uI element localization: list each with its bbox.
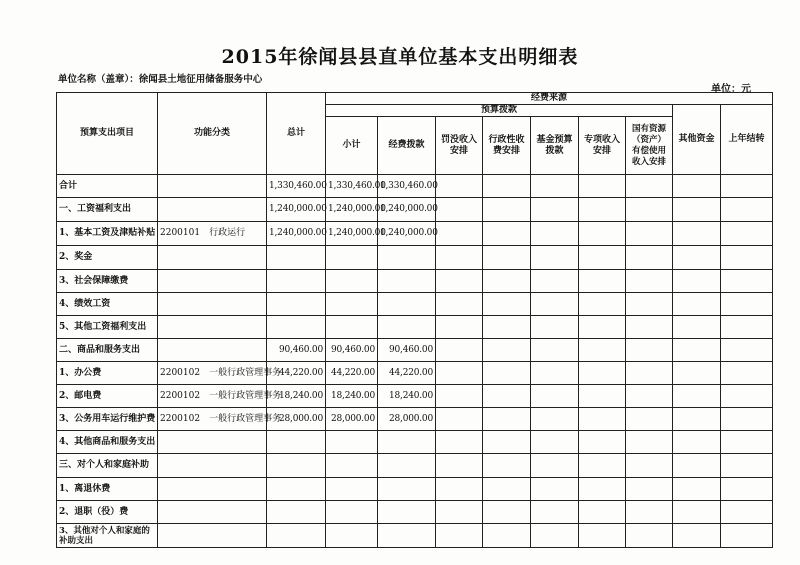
empty-cell	[531, 408, 579, 431]
row-subtotal	[326, 293, 378, 316]
row-function-class	[158, 501, 267, 524]
header-other-funds: 其他资金	[673, 105, 721, 175]
empty-cell	[626, 175, 673, 198]
table-header	[57, 93, 773, 175]
row-operating-allocation	[378, 293, 436, 316]
empty-cell	[579, 524, 626, 548]
empty-cell	[626, 293, 673, 316]
empty-cell	[673, 454, 721, 478]
empty-cell	[626, 408, 673, 431]
empty-cell	[673, 246, 721, 270]
row-total: 1,330,460.00	[267, 175, 326, 198]
table-body	[57, 175, 773, 548]
empty-cell	[483, 293, 531, 316]
row-subtotal: 28,000.00	[326, 408, 378, 431]
row-subtotal	[326, 524, 378, 548]
header-budget-item: 预算支出项目	[57, 93, 158, 175]
empty-cell	[579, 431, 626, 454]
row-operating-allocation: 1,330,460.00	[378, 175, 436, 198]
empty-cell	[579, 270, 626, 293]
empty-cell	[483, 408, 531, 431]
empty-cell	[579, 316, 626, 339]
row-operating-allocation	[378, 454, 436, 478]
empty-cell	[531, 362, 579, 385]
row-function-class: 2200102 一般行政管理事务	[158, 362, 267, 385]
table-row	[57, 198, 773, 222]
empty-cell	[531, 478, 579, 501]
empty-cell	[436, 198, 483, 222]
empty-cell	[721, 478, 773, 501]
empty-cell	[626, 501, 673, 524]
row-subtotal: 1,330,460.00	[326, 175, 378, 198]
empty-cell	[436, 478, 483, 501]
empty-cell	[531, 175, 579, 198]
empty-cell	[721, 293, 773, 316]
empty-cell	[436, 316, 483, 339]
document-title: 2015年徐闻县县直单位基本支出明细表	[221, 46, 579, 68]
empty-cell	[579, 222, 626, 246]
row-function-class	[158, 524, 267, 548]
row-subtotal: 44,220.00	[326, 362, 378, 385]
empty-cell	[721, 454, 773, 478]
empty-cell	[531, 454, 579, 478]
empty-cell	[531, 270, 579, 293]
row-item: 三、对个人和家庭补助	[57, 454, 158, 478]
empty-cell	[483, 385, 531, 408]
row-subtotal	[326, 478, 378, 501]
empty-cell	[531, 431, 579, 454]
row-subtotal	[326, 454, 378, 478]
row-subtotal	[326, 431, 378, 454]
expenditure-table	[56, 92, 773, 548]
empty-cell	[579, 198, 626, 222]
header-special-revenue: 专项收入安排	[579, 117, 626, 175]
row-subtotal: 18,240.00	[326, 385, 378, 408]
row-subtotal	[326, 270, 378, 293]
empty-cell	[436, 385, 483, 408]
row-item: 一、工资福利支出	[57, 198, 158, 222]
row-item: 1、基本工资及津贴补贴	[57, 222, 158, 246]
row-item: 3、公务用车运行维护费	[57, 408, 158, 431]
empty-cell	[436, 270, 483, 293]
empty-cell	[673, 293, 721, 316]
empty-cell	[673, 524, 721, 548]
empty-cell	[483, 454, 531, 478]
unit-name: 单位名称（盖章）：徐闻县土地征用储备服务中心	[58, 74, 263, 85]
row-item: 二、商品和服务支出	[57, 339, 158, 362]
empty-cell	[483, 362, 531, 385]
header-total: 总计	[267, 93, 326, 175]
row-total	[267, 293, 326, 316]
empty-cell	[626, 362, 673, 385]
header-subtotal: 小计	[326, 117, 378, 175]
empty-cell	[531, 222, 579, 246]
empty-cell	[721, 501, 773, 524]
header-budget-allocation: 预算拨款	[326, 105, 673, 117]
empty-cell	[483, 222, 531, 246]
empty-cell	[531, 524, 579, 548]
empty-cell	[579, 293, 626, 316]
row-total	[267, 246, 326, 270]
empty-cell	[531, 385, 579, 408]
empty-cell	[673, 385, 721, 408]
row-subtotal: 90,460.00	[326, 339, 378, 362]
table-row	[57, 454, 773, 478]
row-operating-allocation: 90,460.00	[378, 339, 436, 362]
empty-cell	[721, 316, 773, 339]
row-operating-allocation: 18,240.00	[378, 385, 436, 408]
table-row	[57, 524, 773, 548]
empty-cell	[436, 175, 483, 198]
empty-cell	[436, 454, 483, 478]
empty-cell	[673, 222, 721, 246]
row-item: 1、办公费	[57, 362, 158, 385]
row-item: 5、其他工资福利支出	[57, 316, 158, 339]
empty-cell	[673, 478, 721, 501]
empty-cell	[579, 478, 626, 501]
empty-cell	[483, 339, 531, 362]
empty-cell	[673, 198, 721, 222]
empty-cell	[436, 524, 483, 548]
empty-cell	[626, 316, 673, 339]
row-item: 1、离退休费	[57, 478, 158, 501]
row-operating-allocation: 28,000.00	[378, 408, 436, 431]
empty-cell	[436, 408, 483, 431]
table-row	[57, 431, 773, 454]
row-item: 4、绩效工资	[57, 293, 158, 316]
empty-cell	[436, 501, 483, 524]
header-funding-source: 经费来源	[326, 93, 773, 105]
row-total: 90,460.00	[267, 339, 326, 362]
row-total: 1,240,000.00	[267, 222, 326, 246]
empty-cell	[721, 222, 773, 246]
empty-cell	[436, 293, 483, 316]
row-subtotal: 1,240,000.00	[326, 198, 378, 222]
row-subtotal	[326, 246, 378, 270]
empty-cell	[531, 293, 579, 316]
table-row	[57, 478, 773, 501]
row-item: 4、其他商品和服务支出	[57, 431, 158, 454]
header-function-class: 功能分类	[158, 93, 267, 175]
empty-cell	[626, 270, 673, 293]
row-function-class: 2200101 行政运行	[158, 222, 267, 246]
empty-cell	[673, 316, 721, 339]
empty-cell	[721, 431, 773, 454]
table-row	[57, 408, 773, 431]
empty-cell	[721, 408, 773, 431]
empty-cell	[673, 339, 721, 362]
table-row	[57, 246, 773, 270]
empty-cell	[483, 501, 531, 524]
table-row	[57, 270, 773, 293]
empty-cell	[483, 431, 531, 454]
empty-cell	[579, 339, 626, 362]
empty-cell	[436, 362, 483, 385]
empty-cell	[531, 198, 579, 222]
row-item: 2、退职（役）费	[57, 501, 158, 524]
header-fines-revenue: 罚没收入安排	[436, 117, 483, 175]
empty-cell	[673, 362, 721, 385]
row-item: 2、邮电费	[57, 385, 158, 408]
empty-cell	[436, 246, 483, 270]
row-operating-allocation	[378, 524, 436, 548]
empty-cell	[579, 454, 626, 478]
row-total	[267, 501, 326, 524]
row-function-class	[158, 175, 267, 198]
row-item: 合计	[57, 175, 158, 198]
empty-cell	[626, 198, 673, 222]
row-operating-allocation	[378, 246, 436, 270]
empty-cell	[483, 198, 531, 222]
empty-cell	[721, 246, 773, 270]
row-function-class: 2200102 一般行政管理事务	[158, 385, 267, 408]
table-row	[57, 339, 773, 362]
empty-cell	[483, 175, 531, 198]
empty-cell	[673, 175, 721, 198]
empty-cell	[626, 385, 673, 408]
row-operating-allocation: 1,240,000.00	[378, 222, 436, 246]
table-row	[57, 385, 773, 408]
empty-cell	[721, 385, 773, 408]
header-operating-allocation: 经费拨款	[378, 117, 436, 175]
row-total	[267, 454, 326, 478]
table-row	[57, 316, 773, 339]
empty-cell	[721, 339, 773, 362]
empty-cell	[626, 431, 673, 454]
empty-cell	[531, 339, 579, 362]
empty-cell	[483, 270, 531, 293]
row-function-class	[158, 198, 267, 222]
empty-cell	[483, 246, 531, 270]
table-row	[57, 293, 773, 316]
table-row	[57, 222, 773, 246]
empty-cell	[626, 478, 673, 501]
table-row	[57, 175, 773, 198]
row-operating-allocation	[378, 270, 436, 293]
header-fund-budget: 基金预算拨款	[531, 117, 579, 175]
row-total	[267, 524, 326, 548]
empty-cell	[531, 246, 579, 270]
row-total	[267, 478, 326, 501]
row-subtotal: 1,240,000.00	[326, 222, 378, 246]
empty-cell	[579, 175, 626, 198]
currency-unit: 单位：元	[711, 84, 751, 95]
row-item: 3、其他对个人和家庭的补助支出	[57, 524, 158, 548]
row-function-class	[158, 246, 267, 270]
row-total	[267, 316, 326, 339]
row-operating-allocation	[378, 431, 436, 454]
row-total: 28,000.00	[267, 408, 326, 431]
empty-cell	[721, 175, 773, 198]
empty-cell	[579, 362, 626, 385]
empty-cell	[673, 501, 721, 524]
empty-cell	[626, 454, 673, 478]
row-subtotal	[326, 501, 378, 524]
empty-cell	[579, 408, 626, 431]
row-function-class	[158, 478, 267, 501]
row-function-class: 2200102 一般行政管理事务	[158, 408, 267, 431]
empty-cell	[483, 316, 531, 339]
header-state-assets: 国有资源（资产）有偿使用收入安排	[626, 117, 673, 175]
table-row	[57, 362, 773, 385]
empty-cell	[721, 362, 773, 385]
row-operating-allocation	[378, 316, 436, 339]
row-total	[267, 431, 326, 454]
row-function-class	[158, 293, 267, 316]
empty-cell	[626, 524, 673, 548]
empty-cell	[483, 524, 531, 548]
header-admin-fees: 行政性收费安排	[483, 117, 531, 175]
empty-cell	[579, 246, 626, 270]
empty-cell	[673, 408, 721, 431]
empty-cell	[721, 524, 773, 548]
empty-cell	[436, 222, 483, 246]
empty-cell	[579, 501, 626, 524]
empty-cell	[483, 478, 531, 501]
table-row	[57, 501, 773, 524]
row-function-class	[158, 431, 267, 454]
empty-cell	[673, 431, 721, 454]
row-subtotal	[326, 316, 378, 339]
row-item: 3、社会保障缴费	[57, 270, 158, 293]
empty-cell	[721, 270, 773, 293]
empty-cell	[531, 501, 579, 524]
empty-cell	[531, 316, 579, 339]
empty-cell	[436, 339, 483, 362]
row-function-class	[158, 270, 267, 293]
row-operating-allocation	[378, 478, 436, 501]
row-operating-allocation	[378, 501, 436, 524]
row-total	[267, 270, 326, 293]
empty-cell	[626, 339, 673, 362]
row-function-class	[158, 316, 267, 339]
row-function-class	[158, 454, 267, 478]
header-prior-balance: 上年结转	[721, 105, 773, 175]
empty-cell	[579, 385, 626, 408]
row-operating-allocation: 44,220.00	[378, 362, 436, 385]
row-total: 18,240.00	[267, 385, 326, 408]
row-function-class	[158, 339, 267, 362]
empty-cell	[436, 431, 483, 454]
row-item: 2、奖金	[57, 246, 158, 270]
empty-cell	[673, 270, 721, 293]
row-total: 1,240,000.00	[267, 198, 326, 222]
empty-cell	[626, 222, 673, 246]
empty-cell	[721, 198, 773, 222]
empty-cell	[626, 246, 673, 270]
row-operating-allocation: 1,240,000.00	[378, 198, 436, 222]
row-total: 44,220.00	[267, 362, 326, 385]
